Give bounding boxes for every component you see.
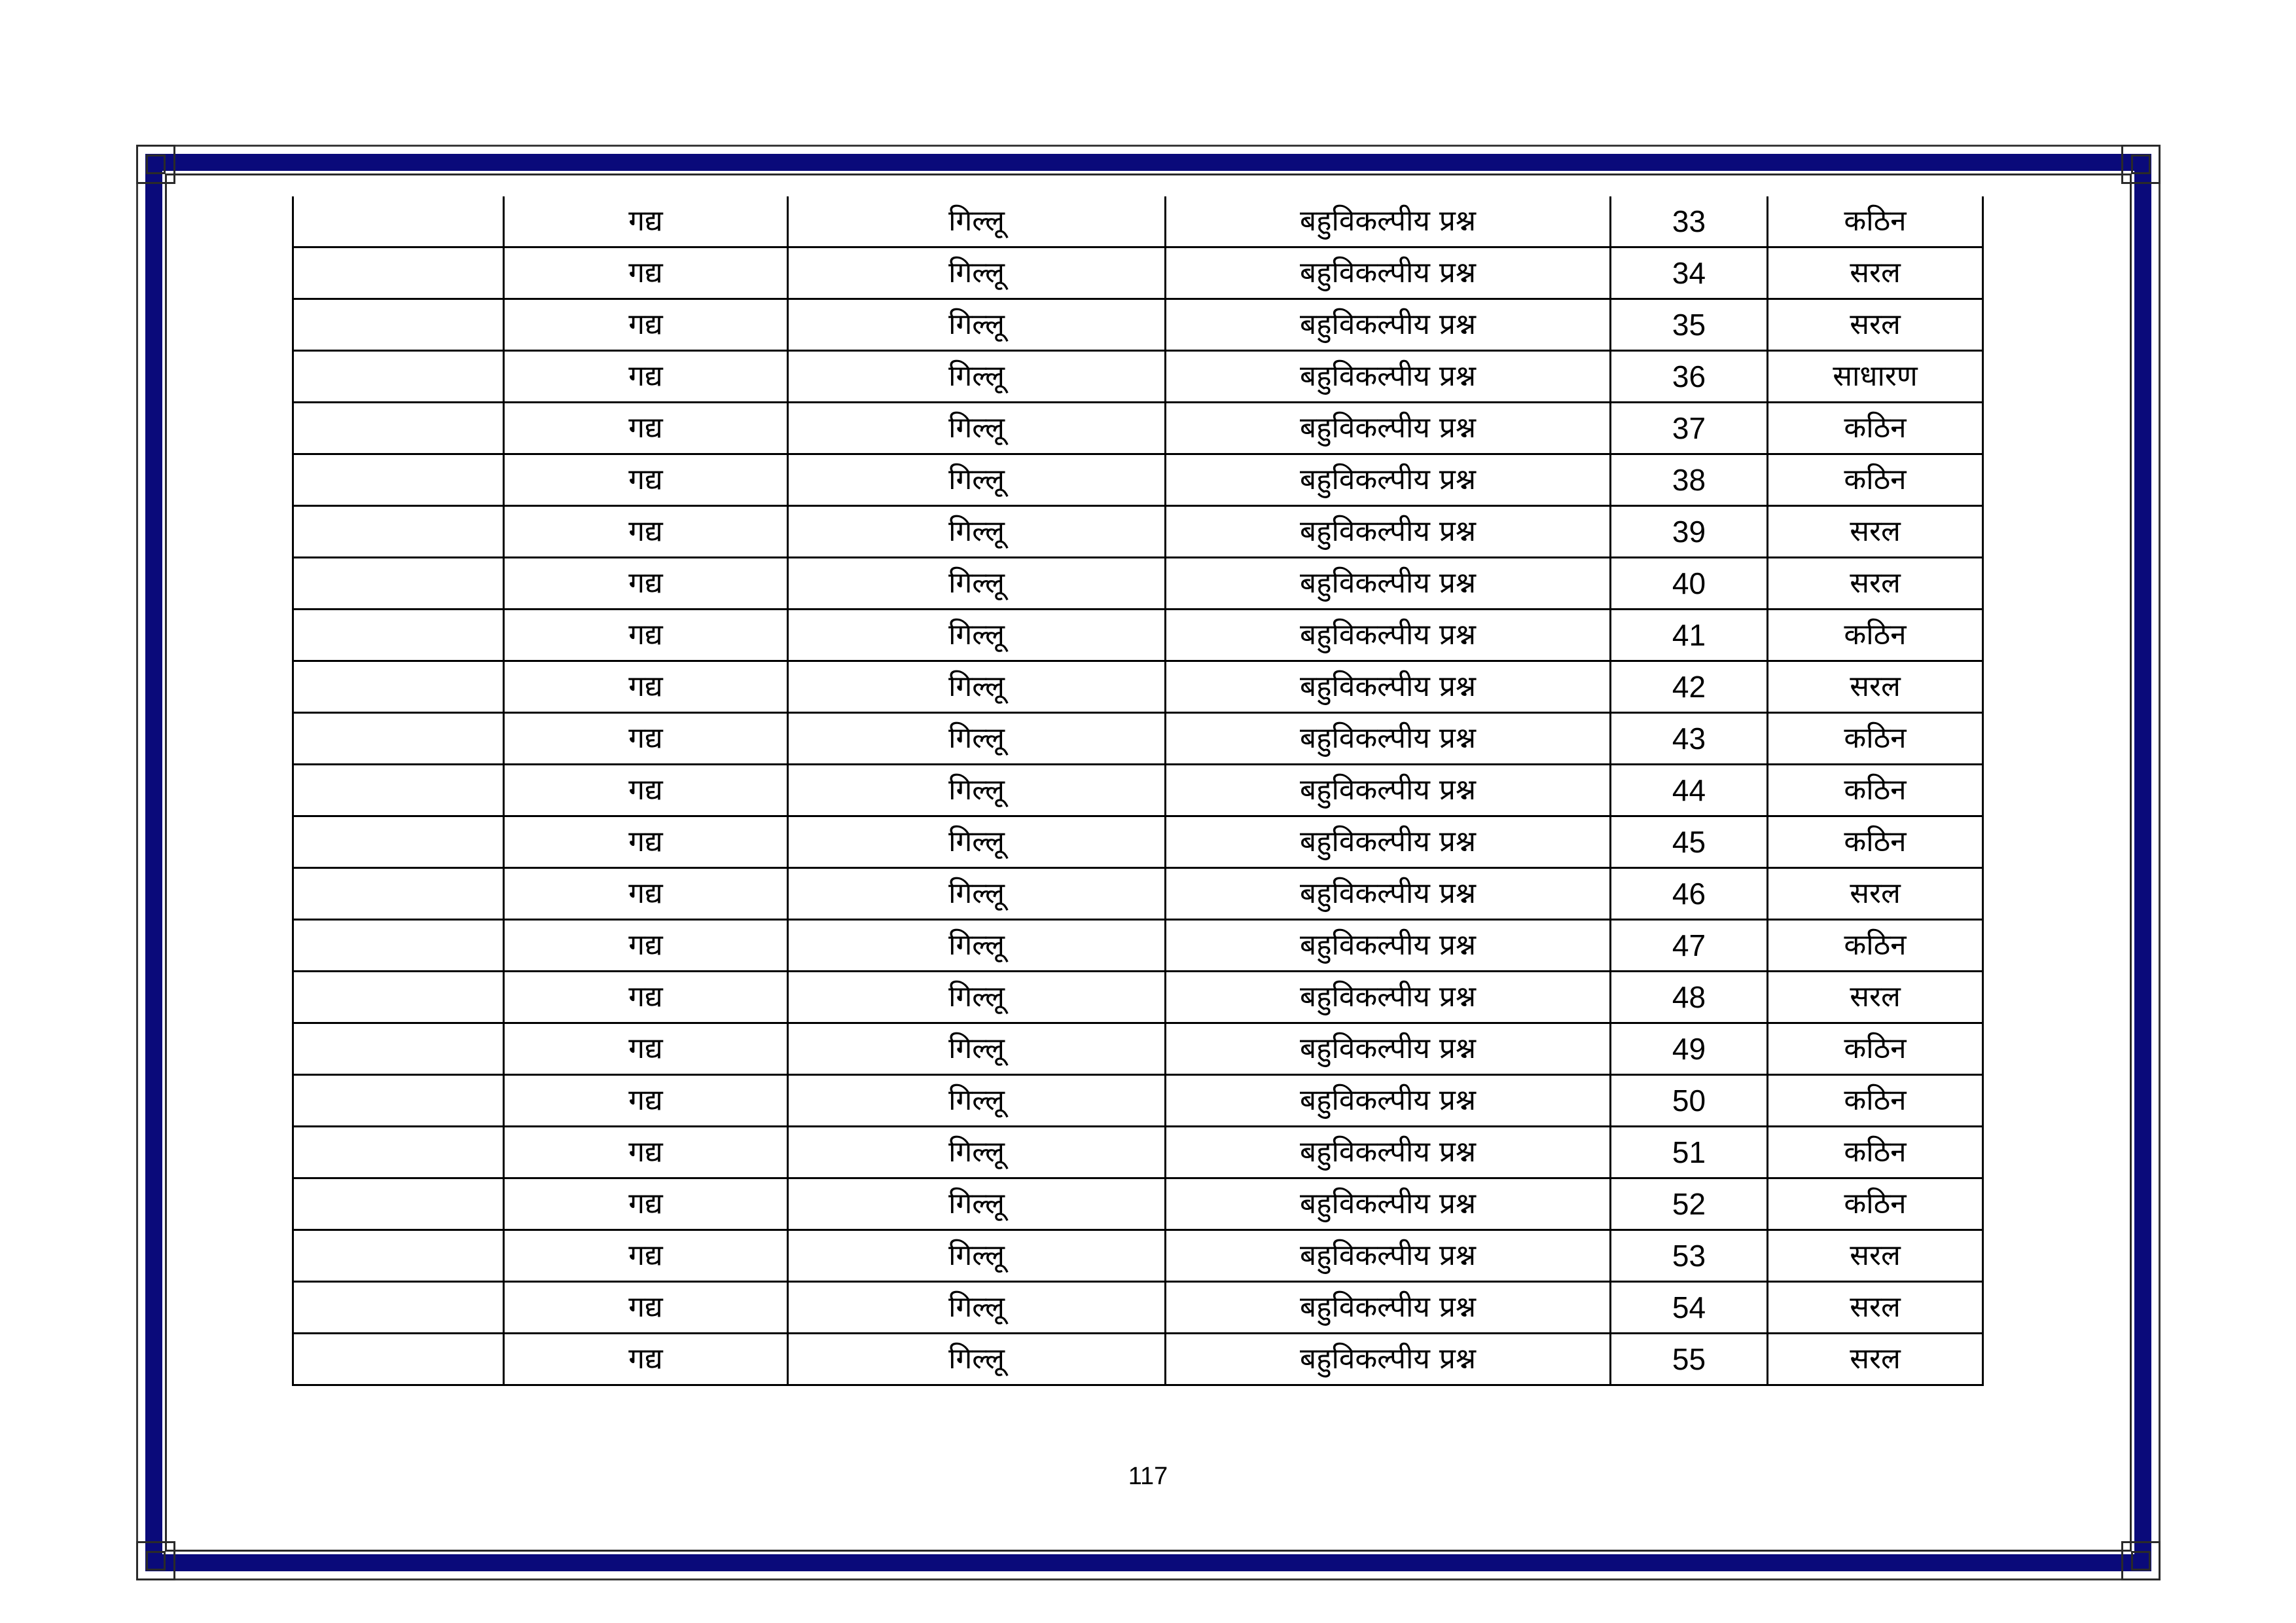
cell-difficulty: सरल (1768, 1334, 1983, 1385)
cell-question-number: 33 (1611, 196, 1768, 247)
cell-genre: गद्य (504, 506, 788, 558)
cell-question-number: 51 (1611, 1127, 1768, 1178)
cell-question-number: 46 (1611, 868, 1768, 920)
cell-lesson: गिल्लू (788, 868, 1166, 920)
cell-genre: गद्य (504, 1230, 788, 1282)
cell-question-type: बहुविकल्पीय प्रश्न (1166, 661, 1611, 713)
cell-lesson: गिल्लू (788, 713, 1166, 765)
cell-question-type: बहुविकल्पीय प्रश्न (1166, 1282, 1611, 1334)
cell-lesson: गिल्लू (788, 1023, 1166, 1075)
cell-question-type: बहुविकल्पीय प्रश्न (1166, 1075, 1611, 1127)
cell-question-type: बहुविकल्पीय प्रश्न (1166, 713, 1611, 765)
cell-question-type: बहुविकल्पीय प्रश्न (1166, 610, 1611, 661)
cell-question-number: 50 (1611, 1075, 1768, 1127)
page-number: 117 (1128, 1463, 1168, 1490)
cell-genre: गद्य (504, 403, 788, 454)
cell-difficulty: सरल (1768, 506, 1983, 558)
cell-blank (293, 1230, 504, 1282)
cell-genre: गद्य (504, 1023, 788, 1075)
cell-question-number: 37 (1611, 403, 1768, 454)
cell-blank (293, 196, 504, 247)
cell-difficulty: कठिन (1768, 196, 1983, 247)
cell-blank (293, 1127, 504, 1178)
cell-lesson: गिल्लू (788, 403, 1166, 454)
cell-blank (293, 868, 504, 920)
cell-question-type: बहुविकल्पीय प्रश्न (1166, 1230, 1611, 1282)
cell-difficulty: सरल (1768, 972, 1983, 1023)
cell-blank (293, 1334, 504, 1385)
table-row (293, 403, 1983, 454)
table-row (293, 1075, 1983, 1127)
cell-genre: गद्य (504, 868, 788, 920)
cell-question-number: 54 (1611, 1282, 1768, 1334)
table-row (293, 610, 1983, 661)
cell-blank (293, 351, 504, 403)
cell-genre: गद्य (504, 1282, 788, 1334)
table-row (293, 558, 1983, 610)
cell-genre: गद्य (504, 713, 788, 765)
table-row (293, 351, 1983, 403)
cell-lesson: गिल्लू (788, 299, 1166, 351)
cell-lesson: गिल्लू (788, 454, 1166, 506)
cell-question-number: 39 (1611, 506, 1768, 558)
cell-difficulty: कठिन (1768, 1127, 1983, 1178)
cell-question-type: बहुविकल्पीय प्रश्न (1166, 1334, 1611, 1385)
table-row (293, 1282, 1983, 1334)
table-row (293, 454, 1983, 506)
cell-difficulty: कठिन (1768, 1023, 1983, 1075)
cell-lesson: गिल्लू (788, 196, 1166, 247)
cell-lesson: गिल्लू (788, 972, 1166, 1023)
cell-lesson: गिल्लू (788, 1282, 1166, 1334)
table-row (293, 1334, 1983, 1385)
table-row (293, 868, 1983, 920)
cell-question-type: बहुविकल्पीय प्रश्न (1166, 1023, 1611, 1075)
cell-question-number: 41 (1611, 610, 1768, 661)
cell-question-number: 53 (1611, 1230, 1768, 1282)
cell-difficulty: सरल (1768, 247, 1983, 299)
cell-question-number: 45 (1611, 816, 1768, 868)
cell-question-number: 47 (1611, 920, 1768, 972)
table-row (293, 1023, 1983, 1075)
cell-blank (293, 247, 504, 299)
cell-question-number: 38 (1611, 454, 1768, 506)
cell-difficulty: सरल (1768, 299, 1983, 351)
cell-lesson: गिल्लू (788, 610, 1166, 661)
question-table (292, 196, 1984, 1386)
cell-difficulty: कठिन (1768, 816, 1983, 868)
cell-blank (293, 558, 504, 610)
cell-blank (293, 1282, 504, 1334)
cell-question-number: 40 (1611, 558, 1768, 610)
border-corner-ornament (2121, 1541, 2161, 1580)
cell-blank (293, 610, 504, 661)
cell-question-number: 44 (1611, 765, 1768, 816)
cell-question-number: 43 (1611, 713, 1768, 765)
cell-lesson: गिल्लू (788, 920, 1166, 972)
cell-lesson: गिल्लू (788, 558, 1166, 610)
question-table-body (293, 196, 1983, 1385)
cell-genre: गद्य (504, 765, 788, 816)
cell-question-type: बहुविकल्पीय प्रश्न (1166, 403, 1611, 454)
cell-lesson: गिल्लू (788, 506, 1166, 558)
cell-difficulty: कठिन (1768, 765, 1983, 816)
cell-genre: गद्य (504, 816, 788, 868)
cell-difficulty: कठिन (1768, 1075, 1983, 1127)
cell-genre: गद्य (504, 920, 788, 972)
cell-difficulty: सरल (1768, 661, 1983, 713)
cell-genre: गद्य (504, 1127, 788, 1178)
cell-blank (293, 1075, 504, 1127)
table-row (293, 972, 1983, 1023)
cell-blank (293, 713, 504, 765)
cell-question-type: बहुविकल्पीय प्रश्न (1166, 558, 1611, 610)
table-row (293, 1230, 1983, 1282)
cell-lesson: गिल्लू (788, 661, 1166, 713)
cell-question-type: बहुविकल्पीय प्रश्न (1166, 247, 1611, 299)
table-row (293, 1178, 1983, 1230)
cell-difficulty: कठिन (1768, 403, 1983, 454)
cell-question-type: बहुविकल्पीय प्रश्न (1166, 454, 1611, 506)
cell-genre: गद्य (504, 972, 788, 1023)
cell-question-type: बहुविकल्पीय प्रश्न (1166, 1127, 1611, 1178)
table-row (293, 196, 1983, 247)
cell-genre: गद्य (504, 558, 788, 610)
cell-blank (293, 299, 504, 351)
cell-blank (293, 1178, 504, 1230)
cell-question-type: बहुविकल्पीय प्रश्न (1166, 972, 1611, 1023)
cell-question-number: 35 (1611, 299, 1768, 351)
cell-lesson: गिल्लू (788, 1075, 1166, 1127)
cell-question-type: बहुविकल्पीय प्रश्न (1166, 299, 1611, 351)
cell-blank (293, 972, 504, 1023)
cell-difficulty: सरल (1768, 558, 1983, 610)
border-corner-ornament (136, 1541, 175, 1580)
cell-question-type: बहुविकल्पीय प्रश्न (1166, 351, 1611, 403)
cell-lesson: गिल्लू (788, 247, 1166, 299)
table-row (293, 713, 1983, 765)
cell-lesson: गिल्लू (788, 765, 1166, 816)
cell-genre: गद्य (504, 1075, 788, 1127)
cell-blank (293, 403, 504, 454)
table-row (293, 506, 1983, 558)
cell-difficulty: सरल (1768, 1282, 1983, 1334)
cell-question-number: 55 (1611, 1334, 1768, 1385)
cell-difficulty: सरल (1768, 868, 1983, 920)
cell-lesson: गिल्लू (788, 816, 1166, 868)
cell-lesson: गिल्लू (788, 1334, 1166, 1385)
cell-blank (293, 920, 504, 972)
cell-difficulty: साधारण (1768, 351, 1983, 403)
cell-question-type: बहुविकल्पीय प्रश्न (1166, 1178, 1611, 1230)
cell-question-type: बहुविकल्पीय प्रश्न (1166, 196, 1611, 247)
cell-blank (293, 765, 504, 816)
cell-question-number: 52 (1611, 1178, 1768, 1230)
cell-question-type: बहुविकल्पीय प्रश्न (1166, 765, 1611, 816)
cell-difficulty: कठिन (1768, 610, 1983, 661)
cell-difficulty: कठिन (1768, 454, 1983, 506)
cell-question-type: बहुविकल्पीय प्रश्न (1166, 920, 1611, 972)
cell-lesson: गिल्लू (788, 1178, 1166, 1230)
cell-lesson: गिल्लू (788, 1230, 1166, 1282)
cell-difficulty: सरल (1768, 1230, 1983, 1282)
cell-question-number: 48 (1611, 972, 1768, 1023)
cell-genre: गद्य (504, 610, 788, 661)
cell-genre: गद्य (504, 454, 788, 506)
cell-blank (293, 661, 504, 713)
cell-genre: गद्य (504, 1178, 788, 1230)
cell-blank (293, 1023, 504, 1075)
table-row (293, 816, 1983, 868)
table-row (293, 920, 1983, 972)
table-row (293, 1127, 1983, 1178)
cell-question-type: बहुविकल्पीय प्रश्न (1166, 506, 1611, 558)
cell-difficulty: कठिन (1768, 920, 1983, 972)
cell-genre: गद्य (504, 196, 788, 247)
cell-question-number: 34 (1611, 247, 1768, 299)
border-corner-ornament (2121, 145, 2161, 184)
cell-genre: गद्य (504, 1334, 788, 1385)
cell-difficulty: कठिन (1768, 1178, 1983, 1230)
table-row (293, 661, 1983, 713)
cell-question-type: बहुविकल्पीय प्रश्न (1166, 816, 1611, 868)
cell-question-number: 36 (1611, 351, 1768, 403)
cell-genre: गद्य (504, 351, 788, 403)
table-row (293, 299, 1983, 351)
table-row (293, 247, 1983, 299)
cell-blank (293, 816, 504, 868)
cell-genre: गद्य (504, 661, 788, 713)
cell-genre: गद्य (504, 299, 788, 351)
cell-blank (293, 454, 504, 506)
cell-difficulty: कठिन (1768, 713, 1983, 765)
cell-question-number: 42 (1611, 661, 1768, 713)
cell-question-type: बहुविकल्पीय प्रश्न (1166, 868, 1611, 920)
table-row (293, 765, 1983, 816)
cell-question-number: 49 (1611, 1023, 1768, 1075)
cell-lesson: गिल्लू (788, 1127, 1166, 1178)
cell-blank (293, 506, 504, 558)
cell-genre: गद्य (504, 247, 788, 299)
cell-lesson: गिल्लू (788, 351, 1166, 403)
border-corner-ornament (136, 145, 175, 184)
